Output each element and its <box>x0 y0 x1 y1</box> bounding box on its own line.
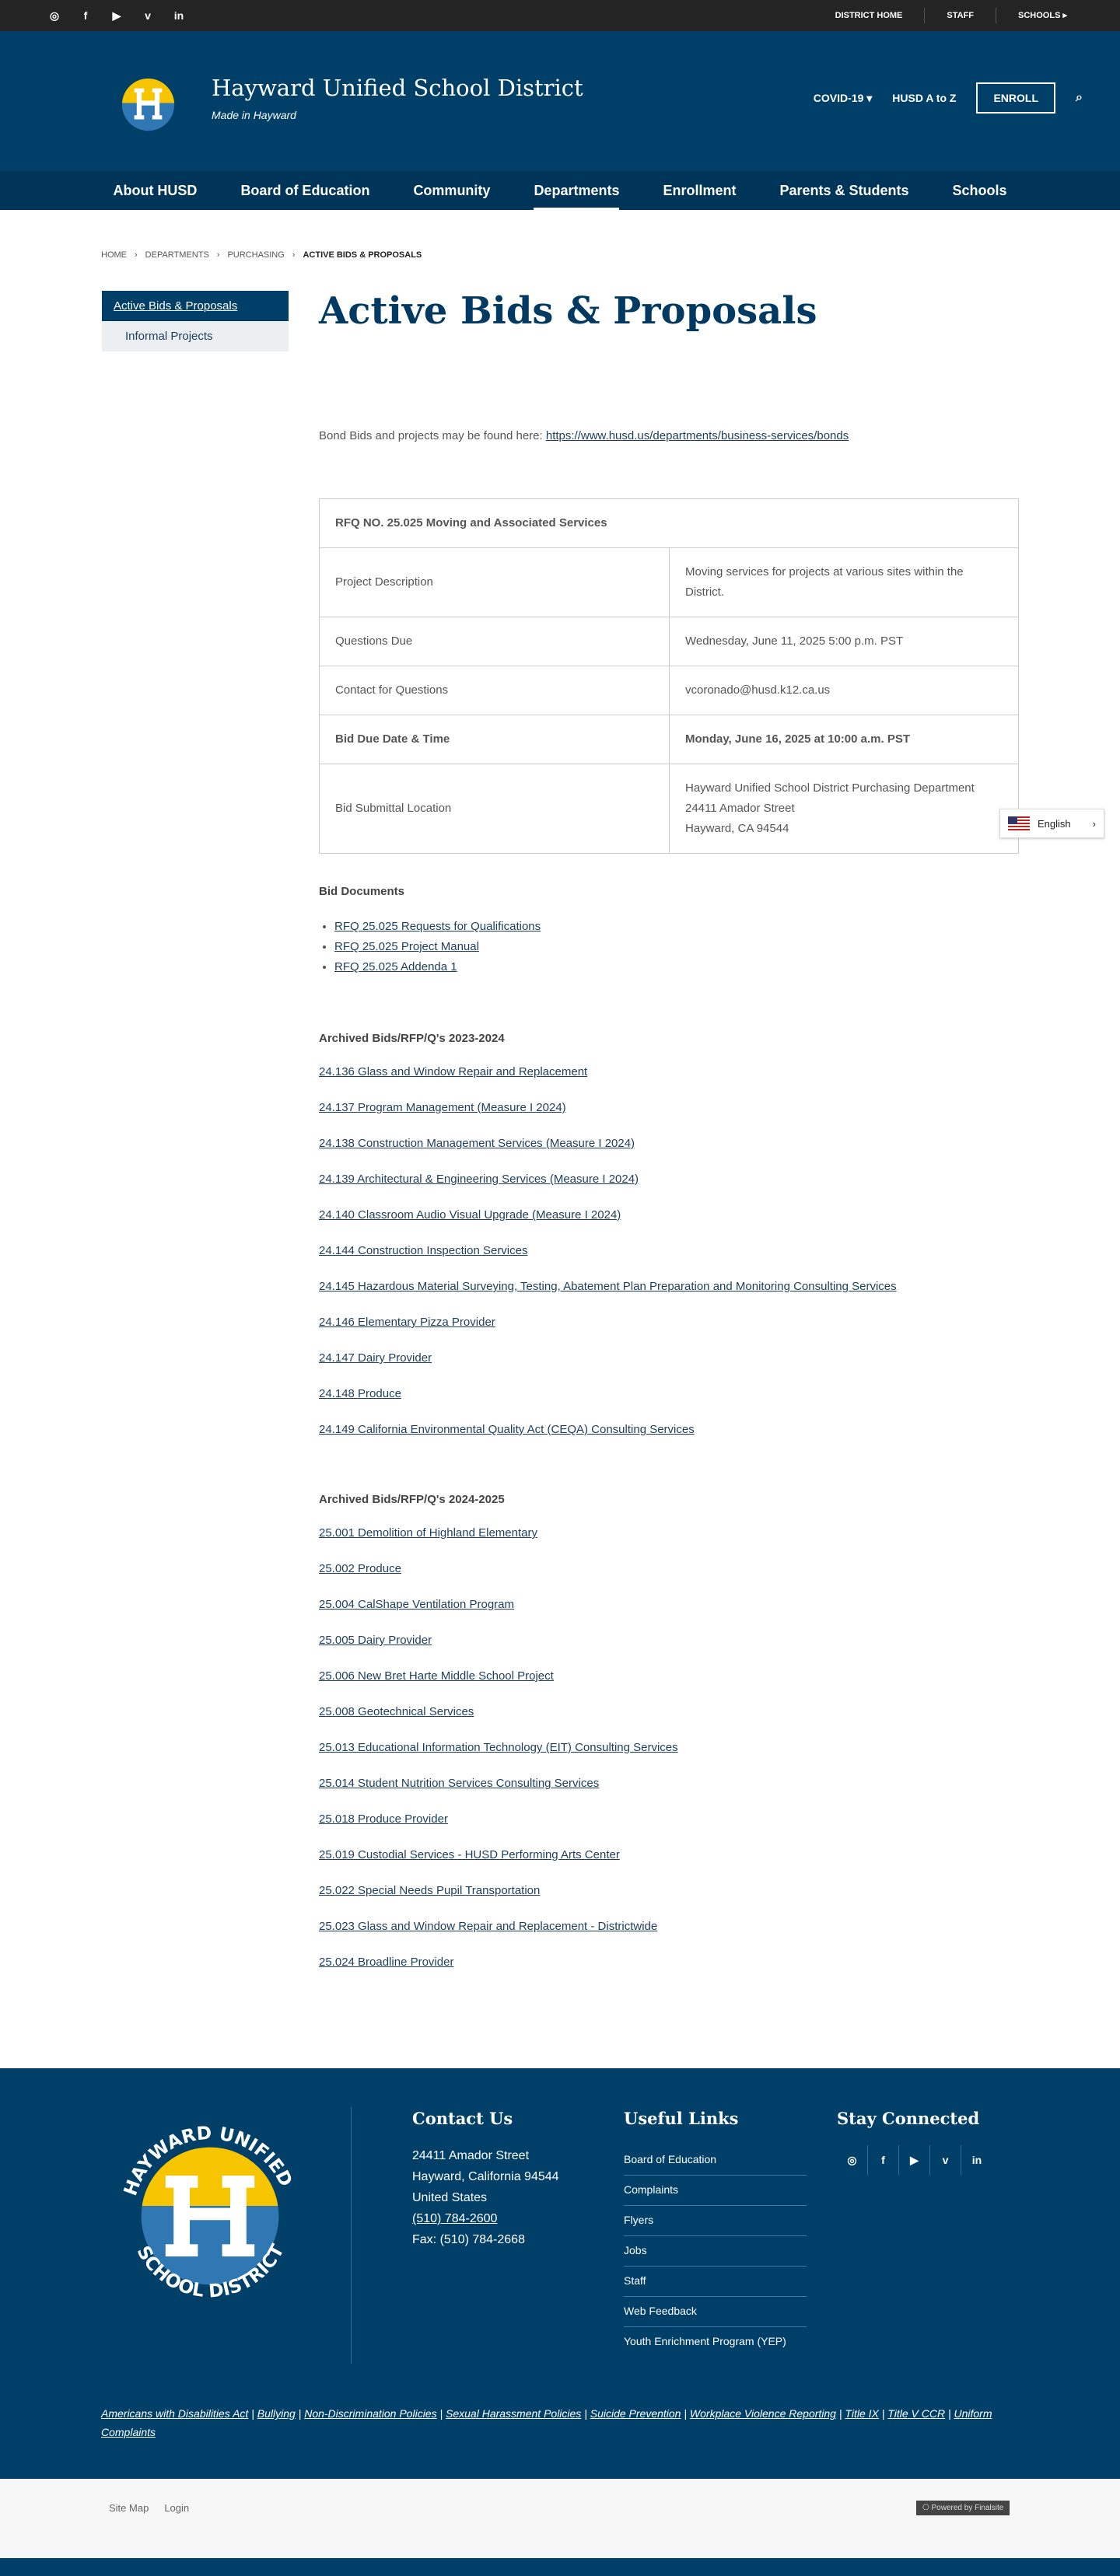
archived-bid-link[interactable]: 25.014 Student Nutrition Services Consulting Services <box>319 1777 600 1790</box>
archived-bid-link[interactable]: 25.008 Geotechnical Services <box>319 1705 474 1718</box>
rfq-heading: RFQ NO. 25.025 Moving and Associated Services <box>320 499 1019 548</box>
facebook-icon[interactable]: f <box>83 9 88 22</box>
address-line: United States <box>412 2191 488 2204</box>
breadcrumb-purchasing[interactable]: PURCHASING <box>227 250 285 260</box>
page-title: Active Bids & Proposals <box>319 289 817 333</box>
powered-by-label: Powered by Finalsite <box>931 2504 1004 2512</box>
utility-bar <box>0 0 1120 31</box>
breadcrumb-home[interactable]: HOME <box>101 250 127 260</box>
language-selector[interactable] <box>999 809 1104 838</box>
row-value: Moving services for projects at various sites within the District. <box>670 548 1019 617</box>
footer-strip <box>0 2558 1120 2576</box>
row-label: Bid Due Date & Time <box>320 715 670 764</box>
table-row <box>320 666 1019 715</box>
policy-link[interactable]: Title IX <box>845 2407 879 2420</box>
row-value: Hayward Unified School District Purchasing Department 24411 Amador Street Hayward, CA 94544 <box>670 764 1019 854</box>
footer-useful-link[interactable]: Jobs <box>624 2236 807 2267</box>
nav-parents-students[interactable]: Parents & Students <box>779 183 909 198</box>
bid-documents-heading: Bid Documents <box>319 885 405 898</box>
separator: | <box>835 2407 845 2420</box>
sidebar-nav <box>102 291 289 351</box>
footer-useful-link[interactable]: Flyers <box>624 2206 807 2236</box>
breadcrumb-current: ACTIVE BIDS & PROPOSALS <box>303 250 422 260</box>
archived-bid-link[interactable]: 25.024 Broadline Provider <box>319 1956 454 1969</box>
breadcrumb <box>101 250 422 260</box>
site-title[interactable]: Hayward Unified School District <box>212 75 583 101</box>
site-header <box>0 31 1120 171</box>
archived-bid-link[interactable]: 24.139 Architectural & Engineering Services (Measure I 2024) <box>319 1173 639 1186</box>
footer-useful-link[interactable]: Board of Education <box>624 2145 807 2176</box>
vimeo-icon[interactable]: v <box>145 9 151 22</box>
archived-bid-link[interactable]: 24.144 Construction Inspection Services <box>319 1244 528 1257</box>
policy-link[interactable]: Title V CCR <box>887 2407 946 2420</box>
archived-bid-link[interactable]: 24.140 Classroom Audio Visual Upgrade (Measure I 2024) <box>319 1208 621 1222</box>
archived-bid-link[interactable]: 25.006 New Bret Harte Middle School Project <box>319 1669 554 1683</box>
nav-schools[interactable]: Schools <box>952 183 1007 198</box>
archive-2024-2025-heading: Archived Bids/RFP/Q's 2024-2025 <box>319 1493 505 1506</box>
login-link[interactable]: Login <box>164 2502 190 2514</box>
phone-link[interactable]: (510) 784-2600 <box>412 2212 498 2225</box>
archived-bid-link[interactable]: 24.145 Hazardous Material Surveying, Testing, Abatement Plan Preparation and Monitoring Consulting Services <box>319 1280 897 1293</box>
archived-bid-link[interactable]: 25.013 Educational Information Technology (EIT) Consulting Services <box>319 1741 678 1754</box>
instagram-icon[interactable]: ◎ <box>49 9 60 22</box>
table-row <box>320 617 1019 666</box>
footer-useful-link[interactable]: Staff <box>624 2267 807 2297</box>
archived-bid-link[interactable]: 25.002 Produce <box>319 1562 401 1575</box>
site-footer <box>0 2068 1120 2479</box>
youtube-icon[interactable]: ▶ <box>899 2145 930 2175</box>
linkedin-icon[interactable]: in <box>173 9 184 22</box>
bid-documents-list <box>334 917 1019 977</box>
rfq-table <box>319 498 1019 854</box>
husd-a-to-z-link[interactable]: HUSD A to Z <box>892 92 957 104</box>
archived-bid-link[interactable]: 24.146 Elementary Pizza Provider <box>319 1316 495 1329</box>
policy-link[interactable]: Americans with Disabilities Act <box>101 2407 249 2420</box>
instagram-icon[interactable]: ◎ <box>837 2145 868 2175</box>
schools-dropdown[interactable]: SCHOOLS ▸ <box>996 8 1089 23</box>
separator: | <box>945 2407 954 2420</box>
footer-social-links <box>837 2145 992 2175</box>
row-value: Wednesday, June 11, 2025 5:00 p.m. PST <box>670 617 1019 666</box>
language-label: English <box>1038 817 1071 830</box>
bottom-bar <box>0 2479 1120 2558</box>
nav-enrollment[interactable]: Enrollment <box>663 183 737 198</box>
separator: | <box>436 2407 446 2420</box>
address-line: Hayward, California 94544 <box>412 2170 559 2183</box>
bid-document-link[interactable]: RFQ 25.025 Requests for Qualifications <box>334 920 541 933</box>
bid-document-link[interactable]: RFQ 25.025 Addenda 1 <box>334 960 457 973</box>
policy-link[interactable]: Non-Discrimination Policies <box>304 2407 437 2420</box>
staff-link[interactable]: STAFF <box>924 8 996 23</box>
table-row <box>320 715 1019 764</box>
policy-link[interactable]: Workplace Violence Reporting <box>689 2407 836 2420</box>
stay-connected-heading: Stay Connected <box>837 2109 980 2128</box>
archived-bid-link[interactable]: 25.023 Glass and Window Repair and Replacement - Districtwide <box>319 1920 658 1933</box>
chevron-right-icon: › <box>216 250 220 260</box>
search-icon[interactable]: ⌕ <box>1076 91 1083 104</box>
social-links <box>47 8 187 23</box>
sidebar-item-informal-projects[interactable]: Informal Projects <box>102 321 289 351</box>
row-label: Contact for Questions <box>320 666 670 715</box>
useful-links-heading: Useful Links <box>624 2109 739 2128</box>
separator: | <box>295 2407 305 2420</box>
policy-link[interactable]: Sexual Harassment Policies <box>446 2407 582 2420</box>
svg-text:HAYWARD UNIFIED: HAYWARD UNIFIED <box>119 2121 298 2199</box>
main-content <box>319 429 1019 1971</box>
site-map-link[interactable]: Site Map <box>109 2502 149 2514</box>
footer-useful-link[interactable]: Youth Enrichment Program (YEP) <box>624 2335 786 2347</box>
powered-by-finalsite-badge[interactable]: ⎔ Powered by Finalsite <box>916 2501 1010 2515</box>
list-item <box>334 917 1019 937</box>
archive-2023-2024-heading: Archived Bids/RFP/Q's 2023-2024 <box>319 1032 505 1045</box>
archived-bid-link[interactable]: 25.005 Dairy Provider <box>319 1634 432 1647</box>
nav-departments[interactable]: Departments <box>512 171 641 210</box>
sidebar-item-active-bids[interactable]: Active Bids & Proposals <box>102 291 289 321</box>
archived-bid-link[interactable]: 25.019 Custodial Services - HUSD Performing Arts Center <box>319 1848 620 1861</box>
row-label: Questions Due <box>320 617 670 666</box>
policy-link[interactable]: Bullying <box>257 2407 296 2420</box>
youtube-icon[interactable]: ▶ <box>112 9 121 22</box>
archived-bid-link[interactable]: 25.018 Produce Provider <box>319 1812 448 1826</box>
row-label: Bid Submittal Location <box>320 764 670 854</box>
nav-board-of-education[interactable]: Board of Education <box>240 183 370 198</box>
covid-dropdown[interactable]: COVID-19 ▾ <box>813 91 873 104</box>
footer-useful-link[interactable]: Web Feedback <box>624 2297 807 2327</box>
policy-links <box>101 2404 1034 2441</box>
row-label: Project Description <box>320 548 670 617</box>
bond-text: Bond Bids and projects may be found here: <box>319 429 546 442</box>
bonds-link[interactable]: https://www.husd.us/departments/business-services/bonds <box>545 429 849 442</box>
district-logo[interactable] <box>107 62 189 144</box>
list-item <box>334 937 1019 957</box>
archived-bid-link[interactable]: 25.004 CalShape Ventilation Program <box>319 1598 515 1611</box>
chevron-right-icon: › <box>1092 817 1096 830</box>
footer-useful-link[interactable]: Complaints <box>624 2176 807 2206</box>
table-row <box>320 764 1019 854</box>
separator: | <box>878 2407 888 2420</box>
facebook-icon[interactable]: f <box>868 2145 899 2175</box>
svg-text:SCHOOL DISTRICT: SCHOOL DISTRICT <box>132 2240 289 2302</box>
chevron-right-icon: › <box>135 250 138 260</box>
separator: | <box>581 2407 590 2420</box>
separator: | <box>681 2407 690 2420</box>
archived-bid-link[interactable]: 25.001 Demolition of Highland Elementary <box>319 1526 537 1540</box>
archived-bid-link[interactable]: 24.138 Construction Management Services (Measure I 2024) <box>319 1137 635 1150</box>
row-value: Monday, June 16, 2025 at 10:00 a.m. PST <box>670 715 1019 764</box>
district-home-link[interactable]: DISTRICT HOME <box>835 11 903 20</box>
nav-about-husd[interactable]: About HUSD <box>113 183 198 198</box>
table-row <box>320 548 1019 617</box>
enroll-button[interactable]: ENROLL <box>976 82 1055 114</box>
archived-bid-link[interactable]: 24.147 Dairy Provider <box>319 1351 432 1365</box>
us-flag-icon <box>1008 816 1030 830</box>
archive-2023-2024-list <box>319 1064 1019 1438</box>
archived-bid-link[interactable]: 24.148 Produce <box>319 1387 401 1400</box>
separator: | <box>248 2407 257 2420</box>
bid-document-link[interactable]: RFQ 25.025 Project Manual <box>334 940 479 953</box>
archive-2024-2025-list <box>319 1525 1019 1971</box>
breadcrumb-departments[interactable]: DEPARTMENTS <box>145 250 209 260</box>
site-tagline: Made in Hayward <box>212 109 296 121</box>
main-nav <box>0 171 1120 210</box>
vimeo-icon[interactable]: v <box>930 2145 961 2175</box>
archived-bid-link[interactable]: 24.149 California Environmental Quality Act (CEQA) Consulting Services <box>319 1423 695 1436</box>
archived-bid-link[interactable]: 25.022 Special Needs Pupil Transportation <box>319 1884 541 1897</box>
policy-link[interactable]: Suicide Prevention <box>590 2407 681 2420</box>
list-item <box>334 957 1019 977</box>
linkedin-icon[interactable]: in <box>971 2154 982 2166</box>
footer-district-logo <box>109 2115 311 2317</box>
policy-link[interactable]: Uniform Complaints <box>101 2407 992 2438</box>
archived-bid-link[interactable]: 24.136 Glass and Window Repair and Replacement <box>319 1065 588 1078</box>
chevron-right-icon: › <box>292 250 296 260</box>
nav-community[interactable]: Community <box>413 183 491 198</box>
address-line: 24411 Amador Street <box>412 2149 530 2162</box>
archived-bid-link[interactable]: 24.137 Program Management (Measure I 2024) <box>319 1101 566 1114</box>
fax-number: Fax: (510) 784-2668 <box>412 2233 525 2246</box>
footer-divider <box>351 2107 352 2364</box>
contact-us-heading: Contact Us <box>412 2109 513 2128</box>
row-value: vcoronado@husd.k12.ca.us <box>670 666 1019 715</box>
